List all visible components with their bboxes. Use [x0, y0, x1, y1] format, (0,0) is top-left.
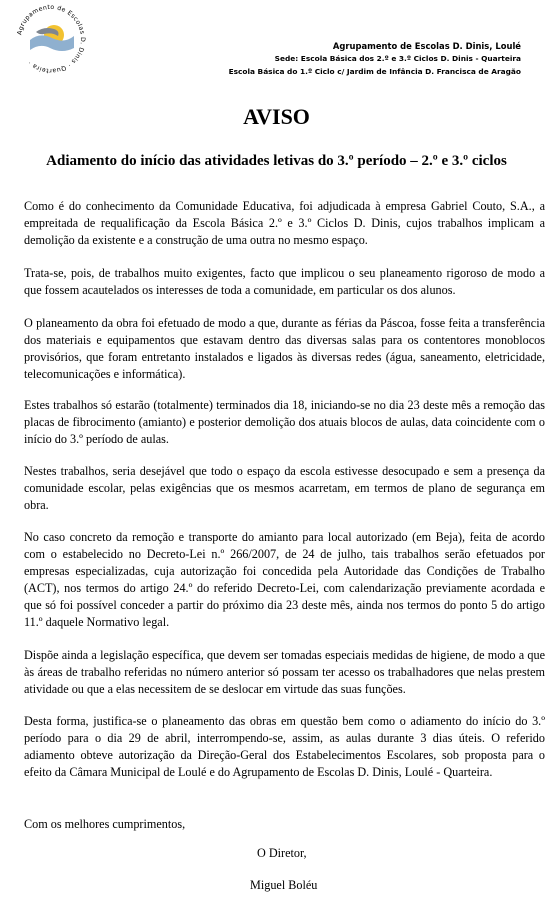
signatory-name: Miguel Boléu: [250, 878, 318, 892]
body-paragraph: No caso concreto da remoção e transporte do amianto para local autorizado (em Beja), feita de acordo com o estabelecido no Decreto-Lei n.º 266/2007, de 24 de julho, tais trabalhos serão efetuados por empresas especializadas, cuja autorização foi concedida pela Autoridade das Condições de Trabalho (ACT), nos termos do artigo 24.º do referido Decreto-Lei, com calendarização previamente acordada e que só foi possível conceder a partir do próximo dia 23 deste mês, ainda nos termos do ponto 5 do artigo 11.º daquele Normativo legal.: [24, 530, 545, 629]
letterhead-school-group: Agrupamento de Escolas D. Dinis, Loulé: [332, 41, 521, 51]
page-subtitle: Adiamento do início das atividades letivas do 3.º período – 2.º e 3.º ciclos: [46, 153, 507, 169]
body-paragraph: Dispõe ainda a legislação específica, que devem ser tomadas especiais medidas de higiene, de modo a que às áreas de trabalho referidas no número anterior só possam ter acesso os trabalhadores que nelas prestem atividade ou que a elas necessitem de se deslocar em virtude das suas funções.: [24, 648, 545, 696]
body-paragraph: Nestes trabalhos, seria desejável que todo o espaço da escola estivesse desocupado e sem a presença da comunidade escolar, pelas exigências que os mesmos acarretam, em termos de plano de segurança em obra.: [24, 464, 545, 512]
letterhead-headquarters: Sede: Escola Básica dos 2.º e 3.º Ciclos D. Dinis - Quarteira: [274, 54, 521, 63]
letterhead-primary-school: Escola Básica do 1.º Ciclo c/ Jardim de Infância D. Francisca de Aragão: [228, 67, 521, 76]
signatory-role: O Diretor,: [257, 846, 307, 860]
page-title: AVISO: [243, 104, 310, 129]
school-logo: [14, 2, 88, 76]
closing-line: Com os melhores cumprimentos,: [24, 817, 186, 831]
body-paragraph: Como é do conhecimento da Comunidade Educativa, foi adjudicada à empresa Gabriel Couto, S.A., a empreitada de requalificação da Escola Básica 2.º e 3.º Ciclos D. Dinis, cujos trabalhos implicam a demolição da existente e a construção de uma outra no mesmo espaço.: [24, 199, 545, 247]
body-paragraph: Desta forma, justifica-se o planeamento das obras em questão bem como o adiamento do início do 3.º período para o dia 29 de abril, interrompendo-se, assim, as aulas durante 3 dias úteis. O referido adiamento obteve autorização da Direção-Geral dos Estabelecimentos Escolares, sob proposta para o efeito da Câmara Municipal de Loulé e do Agrupamento de Escolas D. Dinis, Loulé - Quarteira.: [24, 714, 545, 779]
svg-text:Agrupamento de Escolas D. Dini: Agrupamento de Escolas D. Dinis · Quarteira ·: [16, 3, 87, 75]
body-paragraph: Estes trabalhos só estarão (totalmente) terminados dia 18, iniciando-se no dia 23 deste mês a remoção das placas de fibrocimento (amianto) e posterior demolição dos atuais blocos de aulas, data coincidente com o início do 3.º período de aulas.: [24, 398, 545, 446]
body-paragraph: Trata-se, pois, de trabalhos muito exigentes, facto que implicou o seu planeamento rigoroso de modo a que fossem acautelados os interesses de toda a comunidade, em particular os dos alunos.: [24, 266, 545, 297]
body-paragraph: O planeamento da obra foi efetuado de modo a que, durante as férias da Páscoa, fosse feita a transferência dos materiais e equipamentos que estavam dentro das diversas salas para os contentores monoblocos provisórios, que foram entretanto instalados e ligados às diversas redes (água, saneamento, eletricidade, telecomunicações e informática).: [24, 316, 545, 381]
